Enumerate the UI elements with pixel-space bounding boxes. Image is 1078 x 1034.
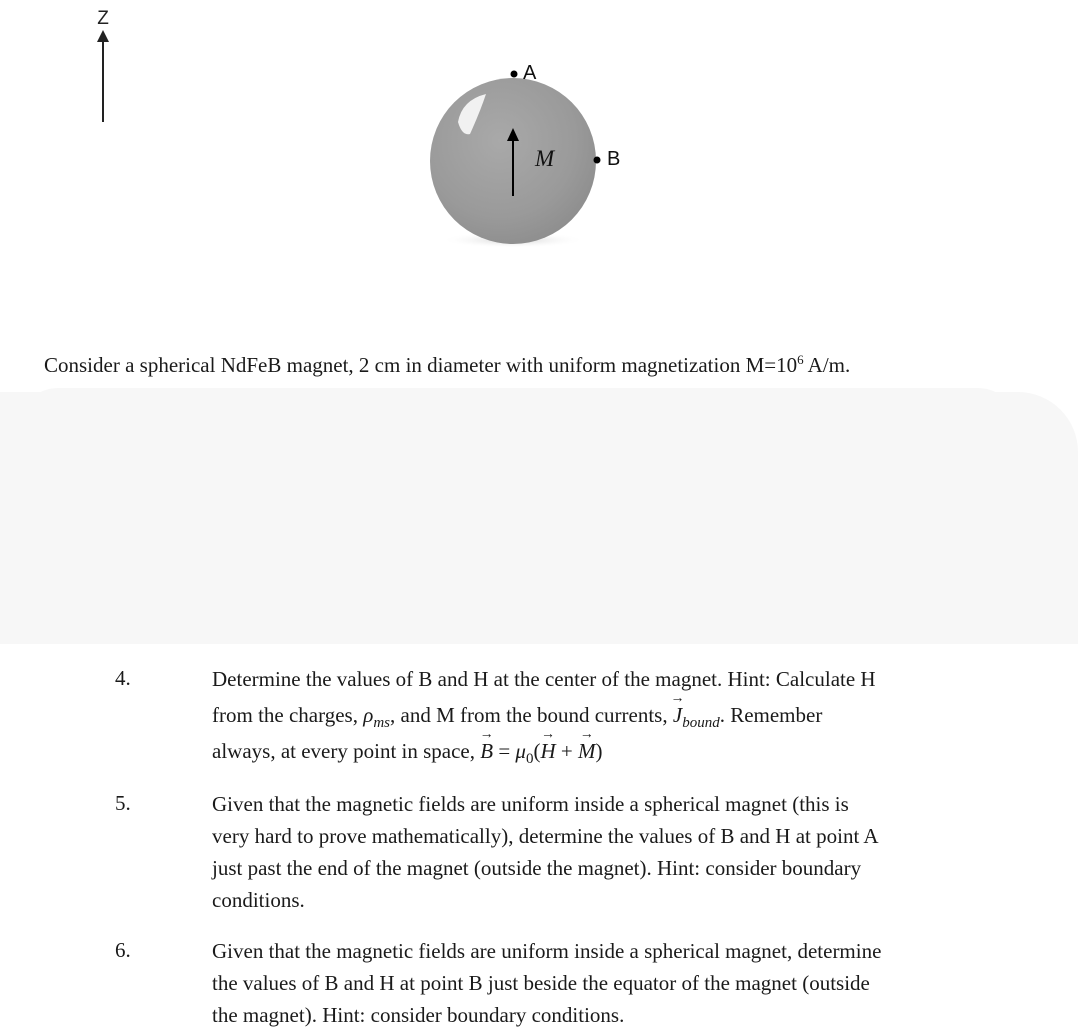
question-line: always, at every point in space, → $B = \mu_0(\to H$ + → M) (212, 738, 1032, 770)
question-line: conditions. (212, 888, 305, 912)
point-b-label: B (607, 148, 621, 170)
h-vector: → H (540, 738, 555, 764)
point-a-label: A (523, 62, 537, 84)
problem-statement: Consider a spherical NdFeB magnet, 2 cm in diameter with uniform magnetization $M=10^6$ A/m. (44, 352, 851, 377)
j-vector: → J (673, 702, 682, 728)
magnetization-label: M (535, 146, 555, 171)
z-axis-label: Z (97, 8, 109, 29)
question-line: Determine the values of B and H at the center of the magnet. Hint: Calculate H (212, 667, 876, 691)
magnet-figure (0, 0, 1078, 330)
rho-symbol: ρ (363, 703, 374, 727)
m-vector: → M (578, 738, 596, 764)
question-line: Given that the magnetic fields are uniform inside a spherical magnet (this is (212, 792, 849, 816)
question-number: 6. (115, 938, 131, 962)
question-line: from the charges, $\rho_{ms}$, and M from the bound currents, → $J_{bound}$. Remember (212, 702, 1032, 734)
question-line: the values of B and H at point B just beside the equator of the magnet (outside (212, 971, 870, 995)
question-line: just past the end of the magnet (outside the magnet). Hint: consider boundary (212, 856, 862, 880)
point-b-dot (594, 157, 601, 164)
question-line: the magnet). Hint: consider boundary conditions. (212, 1003, 625, 1027)
question-number: 4. (115, 666, 131, 690)
question-number: 5. (115, 791, 131, 815)
redacted-area (0, 392, 1078, 644)
exponent: 6 (797, 352, 804, 367)
question-line: very hard to prove mathematically), determine the values of B and H at point A (212, 824, 879, 848)
z-axis (97, 8, 109, 122)
b-vector: → B (480, 738, 493, 764)
point-a-dot (511, 71, 518, 78)
question-line: Given that the magnetic fields are uniform inside a spherical magnet, determine (212, 939, 882, 963)
